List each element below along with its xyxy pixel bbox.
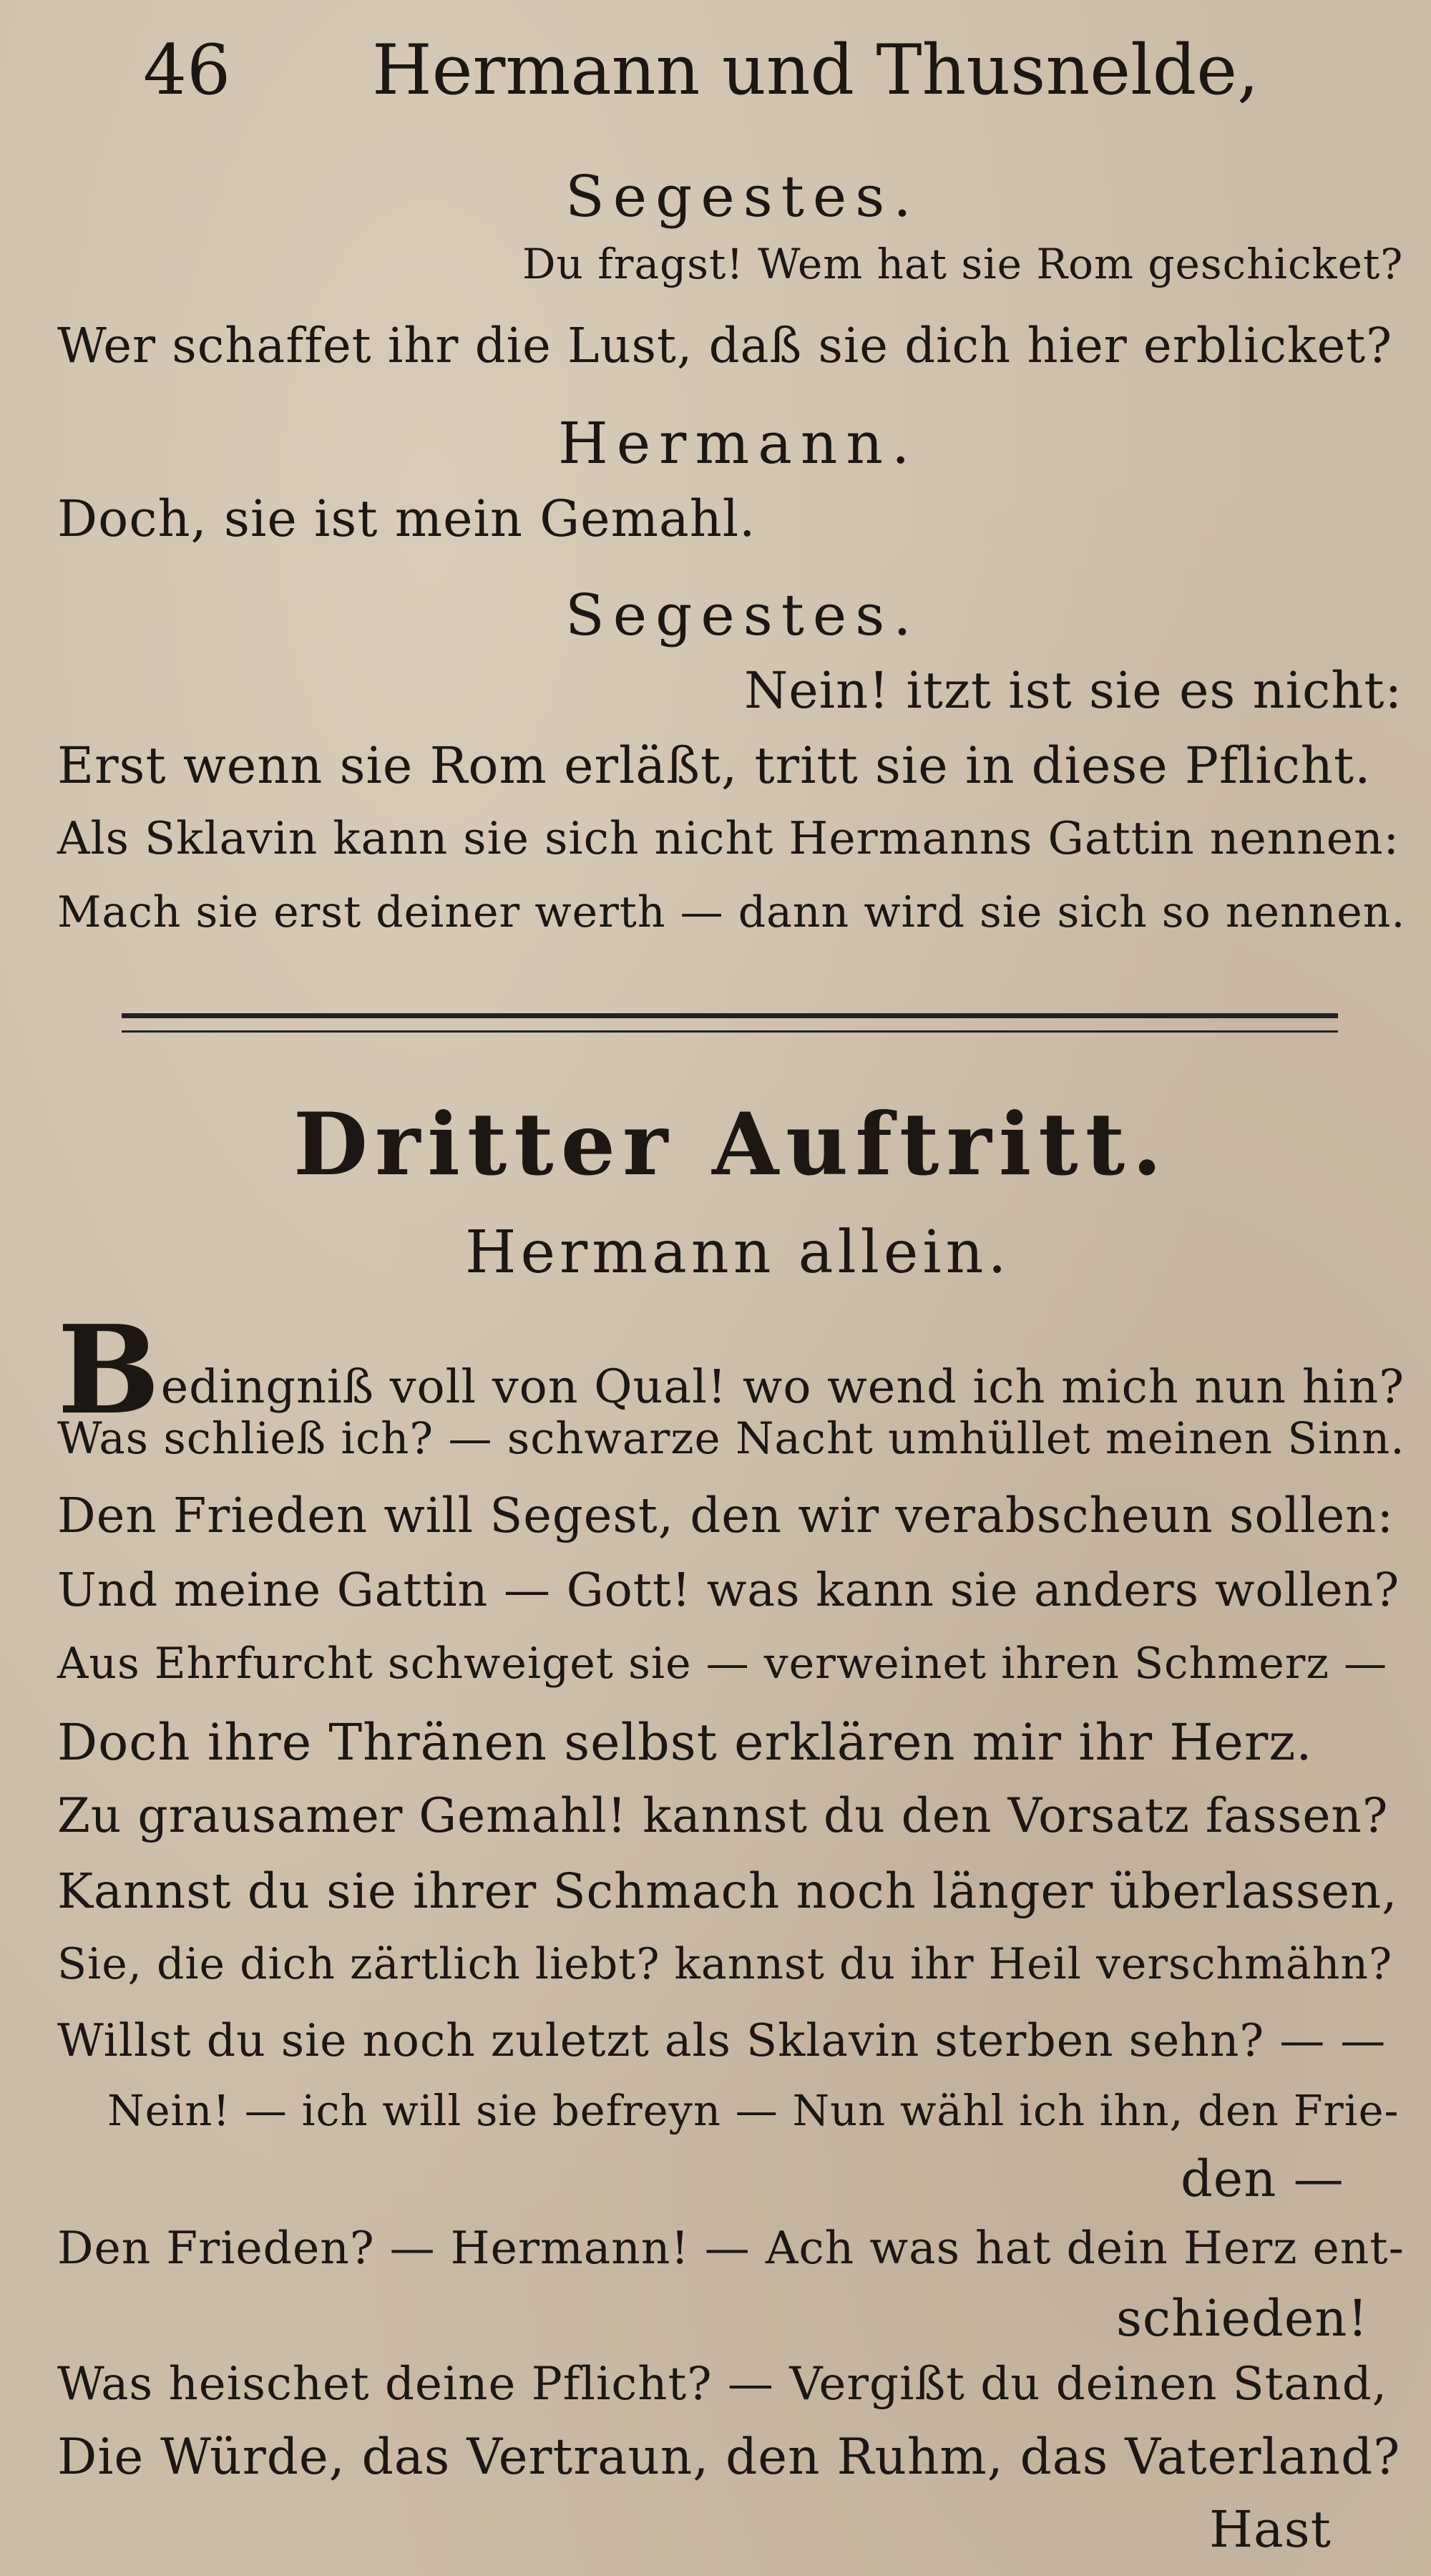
verse-line: Die Würde, das Vertraun, den Ruhm, das Vaterland? (57, 2429, 1401, 2486)
verse-line: Du fragst! Wem hat sie Rom geschicket? (522, 240, 1404, 288)
verse-line: Den Frieden? — Hermann! — Ach was hat dein Herz ent- (57, 2222, 1405, 2274)
speaker-segestes: Segestes. (565, 163, 920, 230)
divider-rule-thick (122, 1013, 1338, 1018)
verse-line: Doch, sie ist mein Gemahl. (57, 489, 756, 548)
verse-line: Wer schaffet ihr die Lust, daß sie dich hier erblicket? (57, 318, 1393, 374)
verse-line: Mach sie erst deiner werth — dann wird sie sich so nennen. (57, 887, 1406, 937)
catchword: Hast (1209, 2500, 1332, 2559)
verse-line: Erst wenn sie Rom erläßt, tritt sie in diese Pflicht. (57, 736, 1372, 795)
verse-line: Nein! itzt ist sie es nicht: (744, 661, 1403, 720)
drop-cap: B (57, 1299, 161, 1442)
page-number: 46 (143, 30, 231, 110)
scene-title: Dritter Auftritt. (293, 1094, 1169, 1195)
verse-line: Willst du sie noch zuletzt als Sklavin sterben sehn? — — (57, 2014, 1387, 2067)
verse-line: Nein! — ich will sie befreyn — Nun wähl ich ihn, den Frie- (107, 2086, 1400, 2135)
verse-line: Zu grausamer Gemahl! kannst du den Vorsatz fassen? (57, 1788, 1389, 1843)
verse-line: Was heischet deine Pflicht? — Vergißt du deinen Stand, (57, 2358, 1387, 2411)
verse-line-turnover: schieden! (1116, 2289, 1369, 2348)
speaker-segestes: Segestes. (565, 582, 920, 648)
verse-line: Den Frieden will Segest, den wir verabscheun sollen: (57, 1488, 1395, 1543)
verse-line: Doch ihre Thränen selbst erklären mir ihr Herz. (57, 1713, 1313, 1772)
verse-line-turnover: den — (1181, 2150, 1344, 2208)
verse-line: Was schließ ich? — schwarze Nacht umhüllet meinen Sinn. (57, 1413, 1405, 1464)
verse-line: Kannst du sie ihrer Schmach noch länger überlassen, (57, 1863, 1398, 1919)
speaker-hermann: Hermann. (558, 410, 919, 477)
verse-line: Aus Ehrfurcht schweiget sie — verweinet ihren Schmerz — (57, 1639, 1388, 1689)
running-title: Hermann und Thusnelde, (372, 30, 1259, 110)
first-line-text: edingniß voll von Qual! wo wend ich mich nun hin? (160, 1360, 1405, 1414)
verse-line: Als Sklavin kann sie sich nicht Hermanns Gattin nennen: (57, 812, 1400, 864)
verse-line: Und meine Gattin — Gott! was kann sie anders wollen? (57, 1563, 1400, 1617)
verse-line: Sie, die dich zärtlich liebt? kannst du ihr Heil verschmähn? (57, 1939, 1393, 1989)
divider-rule-thin (122, 1030, 1338, 1033)
scene-subtitle: Hermann allein. (465, 1219, 1011, 1287)
